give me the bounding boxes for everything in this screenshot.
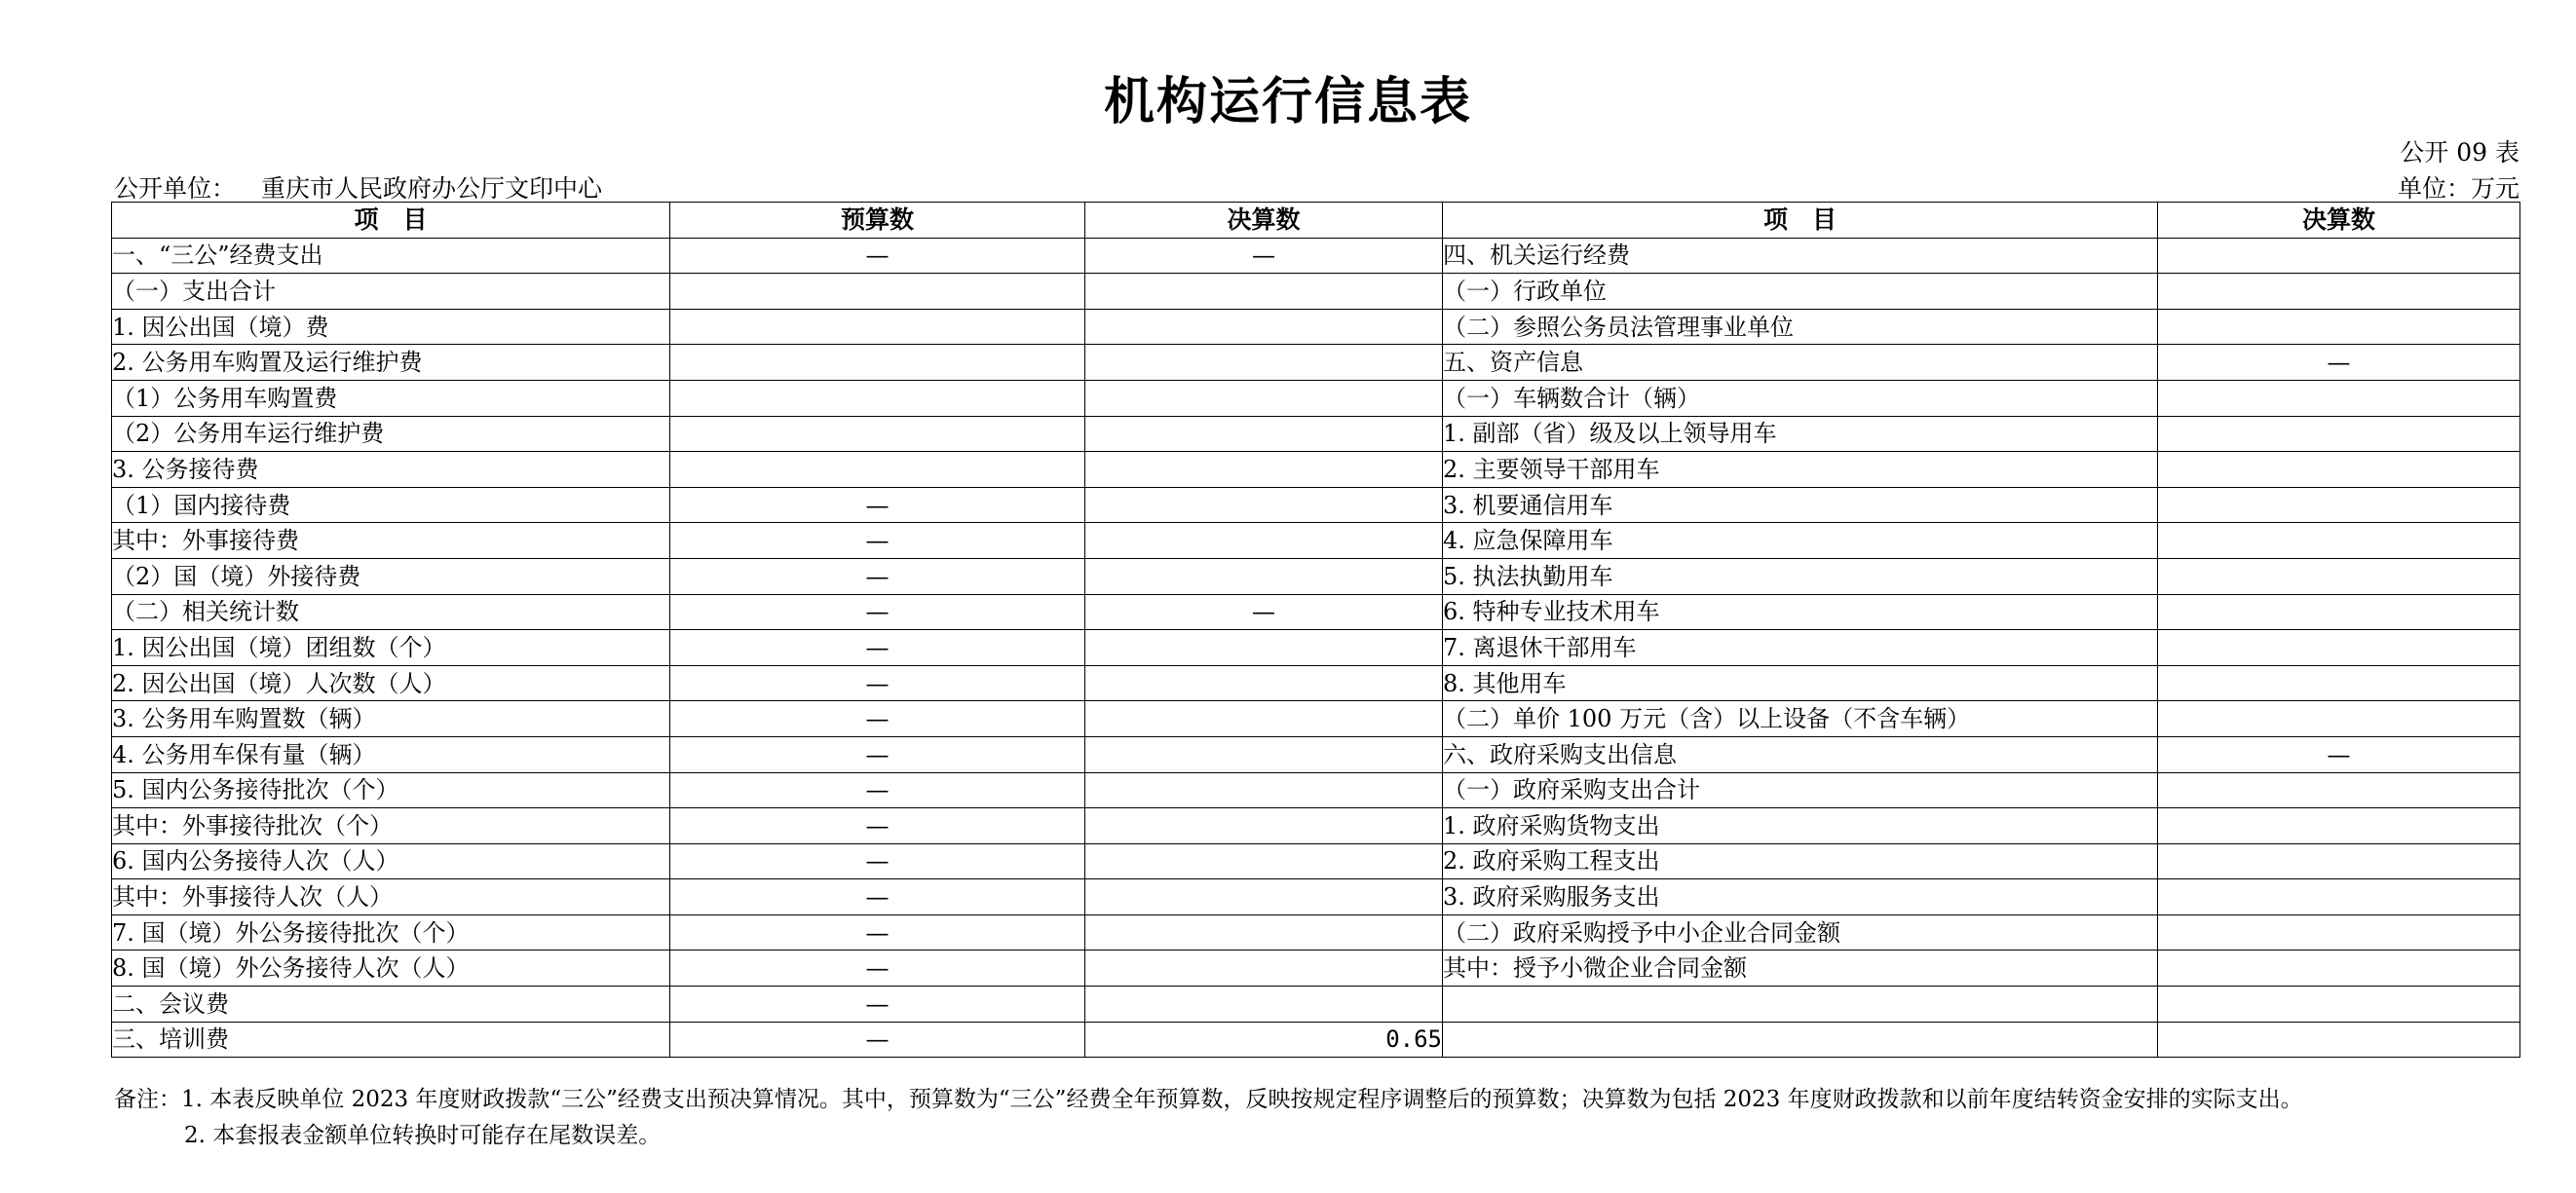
budget-cell: — [670, 987, 1085, 1023]
header-budget: 预算数 [670, 203, 1085, 239]
final-cell [1085, 951, 1443, 987]
right-item-cell: 其中：授予小微企业合同金额 [1443, 951, 2158, 987]
final-cell: — [1085, 238, 1443, 274]
table-row [112, 238, 2520, 274]
table-row [112, 665, 2520, 701]
right-final-cell [2158, 843, 2520, 879]
table-row [112, 914, 2520, 951]
left-item-cell: 7. 国（境）外公务接待批次（个） [112, 914, 670, 951]
right-item-cell: （一）行政单位 [1443, 274, 2158, 310]
budget-cell [670, 309, 1085, 345]
right-item-cell: （二）参照公务员法管理事业单位 [1443, 309, 2158, 345]
left-item-cell: 其中：外事接待批次（个） [112, 808, 670, 844]
table-row [112, 416, 2520, 452]
table-row [112, 772, 2520, 808]
budget-cell: — [670, 701, 1085, 737]
right-final-cell [2158, 987, 2520, 1023]
final-cell [1085, 736, 1443, 772]
final-cell [1085, 309, 1443, 345]
right-final-cell [2158, 238, 2520, 274]
left-item-cell: 3. 公务用车购置数（辆） [112, 701, 670, 737]
info-table [111, 202, 2520, 1058]
table-row [112, 309, 2520, 345]
left-item-cell: 三、培训费 [112, 1022, 670, 1058]
budget-cell: — [670, 914, 1085, 951]
right-final-cell [2158, 951, 2520, 987]
final-cell [1085, 523, 1443, 559]
right-final-cell [2158, 416, 2520, 452]
budget-cell [670, 274, 1085, 310]
final-cell [1085, 380, 1443, 416]
left-item-cell: （1）国内接待费 [112, 487, 670, 523]
right-final-cell [2158, 558, 2520, 594]
left-item-cell: 1. 因公出国（境）费 [112, 309, 670, 345]
right-item-cell: （一）车辆数合计（辆） [1443, 380, 2158, 416]
header-final: 决算数 [1085, 203, 1443, 239]
notes [114, 1082, 2303, 1154]
left-item-cell: （二）相关统计数 [112, 594, 670, 630]
budget-cell [670, 452, 1085, 488]
right-item-cell: 3. 机要通信用车 [1443, 487, 2158, 523]
budget-cell: — [670, 879, 1085, 915]
final-cell [1085, 345, 1443, 381]
final-cell [1085, 452, 1443, 488]
header-right-item: 项 目 [1443, 203, 2158, 239]
final-cell [1085, 808, 1443, 844]
right-item-cell: 五、资产信息 [1443, 345, 2158, 381]
budget-cell: — [670, 630, 1085, 666]
final-cell [1085, 558, 1443, 594]
table-row [112, 736, 2520, 772]
budget-cell: — [670, 558, 1085, 594]
budget-cell: — [670, 772, 1085, 808]
budget-cell: — [670, 951, 1085, 987]
left-item-cell: 3. 公务接待费 [112, 452, 670, 488]
budget-cell: — [670, 665, 1085, 701]
left-item-cell: 二、会议费 [112, 987, 670, 1023]
right-final-cell: — [2158, 345, 2520, 381]
table-row [112, 951, 2520, 987]
right-final-cell [2158, 309, 2520, 345]
note-1: 备注：1. 本表反映单位 2023 年度财政拨款“三公”经费支出预决算情况。其中，预算数为“三公”经费全年预算数，反映按规定程序调整后的预算数；决算数为包括 2023 年度财政拨款和以前年度结转资金安排的实际支出。 [114, 1087, 2303, 1112]
right-final-cell [2158, 772, 2520, 808]
table-row [112, 523, 2520, 559]
page-title: 机构运行信息表 [1103, 72, 1472, 131]
disclosing-unit-value: 重庆市人民政府办公厅文印中心 [261, 174, 603, 203]
left-item-cell: 其中：外事接待人次（人） [112, 879, 670, 915]
right-final-cell [2158, 452, 2520, 488]
right-final-cell [2158, 594, 2520, 630]
right-item-cell: （二）单价 100 万元（含）以上设备（不含车辆） [1443, 701, 2158, 737]
budget-cell: — [670, 594, 1085, 630]
right-item-cell: 7. 离退休干部用车 [1443, 630, 2158, 666]
right-item-cell: 1. 副部（省）级及以上领导用车 [1443, 416, 2158, 452]
right-item-cell [1443, 1022, 2158, 1058]
table-row [112, 594, 2520, 630]
budget-cell: — [670, 238, 1085, 274]
right-final-cell [2158, 879, 2520, 915]
table-row [112, 987, 2520, 1023]
right-item-cell: 2. 主要领导干部用车 [1443, 452, 2158, 488]
table-row [112, 808, 2520, 844]
left-item-cell: 6. 国内公务接待人次（人） [112, 843, 670, 879]
budget-cell: — [670, 808, 1085, 844]
header-right-final: 决算数 [2158, 203, 2520, 239]
table-row [112, 1022, 2520, 1058]
right-item-cell: 5. 执法执勤用车 [1443, 558, 2158, 594]
right-final-cell [2158, 523, 2520, 559]
budget-cell: — [670, 1022, 1085, 1058]
left-item-cell: （一）支出合计 [112, 274, 670, 310]
left-item-cell: 4. 公务用车保有量（辆） [112, 736, 670, 772]
left-item-cell: 5. 国内公务接待批次（个） [112, 772, 670, 808]
final-cell [1085, 416, 1443, 452]
left-item-cell: （2）公务用车运行维护费 [112, 416, 670, 452]
table-body [112, 238, 2520, 1058]
table-row [112, 345, 2520, 381]
right-item-cell: 2. 政府采购工程支出 [1443, 843, 2158, 879]
left-item-cell: 2. 公务用车购置及运行维护费 [112, 345, 670, 381]
budget-cell [670, 416, 1085, 452]
budget-cell: — [670, 487, 1085, 523]
final-cell [1085, 665, 1443, 701]
right-item-cell: 8. 其他用车 [1443, 665, 2158, 701]
disclosing-unit [114, 169, 602, 205]
table-row [112, 380, 2520, 416]
form-number: 公开 09 表 [2400, 138, 2519, 167]
right-final-cell: — [2158, 736, 2520, 772]
header-left-item: 项 目 [112, 203, 670, 239]
budget-cell: — [670, 843, 1085, 879]
table-row [112, 452, 2520, 488]
right-final-cell [2158, 701, 2520, 737]
budget-cell: — [670, 523, 1085, 559]
final-cell [1085, 843, 1443, 879]
left-item-cell: 8. 国（境）外公务接待人次（人） [112, 951, 670, 987]
final-cell [1085, 914, 1443, 951]
final-cell [1085, 701, 1443, 737]
right-item-cell [1443, 987, 2158, 1023]
right-final-cell [2158, 274, 2520, 310]
budget-cell: — [670, 736, 1085, 772]
left-item-cell: （2）国（境）外接待费 [112, 558, 670, 594]
right-item-cell: 六、政府采购支出信息 [1443, 736, 2158, 772]
right-final-cell [2158, 1022, 2520, 1058]
left-item-cell: 一、“三公”经费支出 [112, 238, 670, 274]
right-final-cell [2158, 914, 2520, 951]
currency-unit: 单位：万元 [2397, 174, 2519, 203]
table-header-row [112, 203, 2520, 239]
table-row [112, 879, 2520, 915]
right-item-cell: （二）政府采购授予中小企业合同金额 [1443, 914, 2158, 951]
table-row [112, 274, 2520, 310]
right-item-cell: 1. 政府采购货物支出 [1443, 808, 2158, 844]
left-item-cell: 其中：外事接待费 [112, 523, 670, 559]
final-cell: — [1085, 594, 1443, 630]
right-final-cell [2158, 487, 2520, 523]
final-cell [1085, 487, 1443, 523]
table-row [112, 558, 2520, 594]
left-item-cell: （1）公务用车购置费 [112, 380, 670, 416]
right-item-cell: 3. 政府采购服务支出 [1443, 879, 2158, 915]
left-item-cell: 1. 因公出国（境）团组数（个） [112, 630, 670, 666]
budget-cell [670, 345, 1085, 381]
note-2: 2. 本套报表金额单位转换时可能存在尾数误差。 [184, 1123, 662, 1148]
disclosing-unit-label: 公开单位： [114, 174, 237, 203]
final-cell [1085, 879, 1443, 915]
right-final-cell [2158, 630, 2520, 666]
final-cell [1085, 772, 1443, 808]
right-item-cell: 四、机关运行经费 [1443, 238, 2158, 274]
right-final-cell [2158, 665, 2520, 701]
table-row [112, 487, 2520, 523]
final-cell: 0.65 [1085, 1022, 1443, 1058]
final-cell [1085, 630, 1443, 666]
right-final-cell [2158, 380, 2520, 416]
left-item-cell: 2. 因公出国（境）人次数（人） [112, 665, 670, 701]
final-cell [1085, 987, 1443, 1023]
right-item-cell: 6. 特种专业技术用车 [1443, 594, 2158, 630]
budget-cell [670, 380, 1085, 416]
final-cell [1085, 274, 1443, 310]
table-row [112, 843, 2520, 879]
right-item-cell: （一）政府采购支出合计 [1443, 772, 2158, 808]
right-final-cell [2158, 808, 2520, 844]
right-item-cell: 4. 应急保障用车 [1443, 523, 2158, 559]
table-row [112, 701, 2520, 737]
table-row [112, 630, 2520, 666]
